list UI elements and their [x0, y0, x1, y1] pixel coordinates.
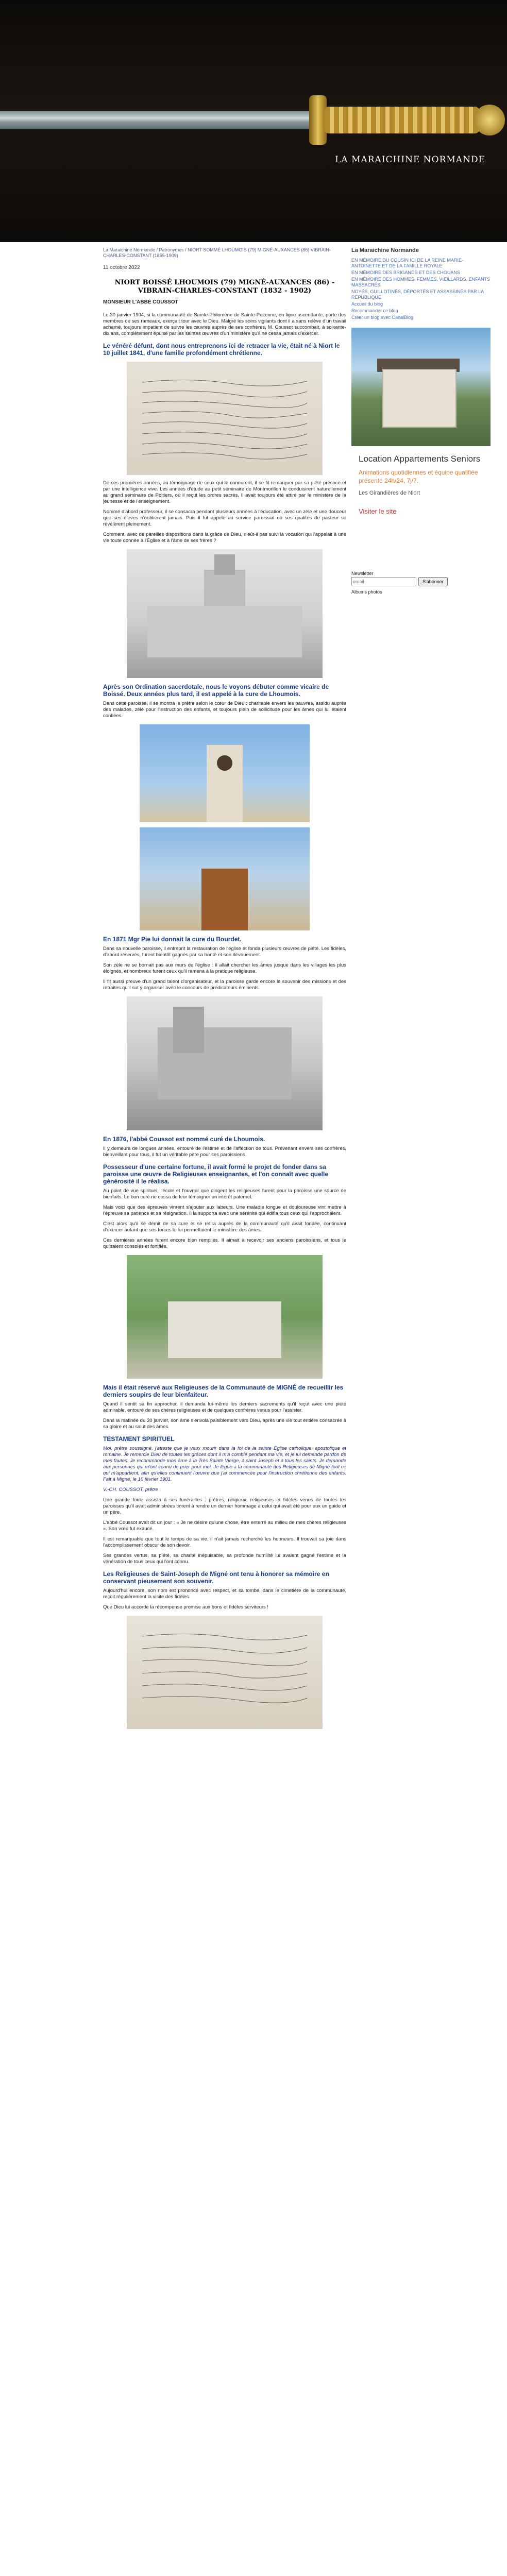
- paragraph: Ces dernières années furent encore bien remplies. Il aimait à recevoir ses anciens paroissiens, et tous le quittaient consolés et fortifiés.: [103, 1238, 346, 1249]
- newsletter-email-input[interactable]: [351, 577, 416, 586]
- testament-title: TESTAMENT SPIRITUEL: [103, 1435, 175, 1443]
- sidebar-heading: La Maraichine Normande: [351, 247, 419, 253]
- sword-illustration: [0, 95, 507, 142]
- ad-location: Les Girandières de Niort: [359, 490, 420, 496]
- sidebar-link[interactable]: EN MÉMOIRE DES HOMMES, FEMMES, VIEILLARDS, ENFANTS MASSACRÉS: [351, 277, 491, 287]
- paragraph: Ses grandes vertus, sa piété, sa charité inépuisable, sa profonde humilité lui avaient gagné l'estime et la vénération de tous ceux qui l'ont connu.: [103, 1553, 346, 1565]
- newsletter-label: Newsletter: [351, 571, 374, 576]
- sidebar: [351, 244, 491, 595]
- paragraph: L'abbé Coussot avait dit un jour : « Je ne désire qu'une chose, être enterré au milieu de mes chères religieuses ». Son vœu fut exaucé.: [103, 1520, 346, 1532]
- paragraph: Une grande foule assista à ses funérailles : prêtres, religieux, religieuses et fidèles venus de toutes les paroisses qu'il avait administrées tinrent à rendre un dernier hommage à celui qui avait été pour eux un guide et un père.: [103, 1497, 346, 1515]
- belltower-photo: [140, 724, 310, 822]
- sidebar-link[interactable]: Recommander ce blog: [351, 308, 398, 313]
- paragraph: C'est alors qu'il se démit de sa cure et se retira auprès de la communauté qu'il avait fondée, continuant d'exercer autant que ses forces le lui permettaient le ministère des âmes.: [103, 1221, 346, 1233]
- testament-text: Moi, prêtre soussigné, j'atteste que je veux mourir dans la foi de la sainte Église catholique, apostolique et romaine. Je remercie Dieu de toutes les grâces dont il m'a comblé pendant ma vie, et je lui demande pardon de mes fautes. Je recommande mon âme à la Très Sainte Vierge, à saint Joseph et à tous les saints. Je demande aux personnes qui m'ont connu de prier pour moi. Je lègue à la communauté des Religieuses de Migné tout ce qui m'appartient, afin qu'elles continuent l'œuvre que j'ai commencée pour l'instruction chrétienne des enfants. Fait à Migné, le 10 février 1901.: [103, 1446, 346, 1482]
- section-heading: Mais il était réservé aux Religieuses de la Communauté de MIGNÉ de recueillir les derniers soupirs de leur bienfaiteur.: [103, 1384, 344, 1398]
- section-heading: Le vénéré défunt, dont nous entreprenons ici de retracer la vie, était né à Niort le 10 juillet 1841, d'une famille profondément chrétienne.: [103, 342, 340, 357]
- paragraph: Il fit aussi preuve d'un grand talent d'organisateur, et la paroisse garde encore le souvenir des missions et des retraites qu'il sut y organiser avec le concours de prédicateurs éminents.: [103, 979, 346, 991]
- subscribe-button[interactable]: S'abonner: [418, 577, 448, 586]
- breadcrumb[interactable]: La Maraichine Normande / Patronymes / NIORT SOMMÉ LHOUMOIS (79) MIGNÉ-AUXANCES (86) VIBRAIN-CHARLES-CONSTANT (1855-1909): [103, 247, 331, 258]
- paragraph: Nommé d'abord professeur, il se consacra pendant plusieurs années à l'éducation, avec un zèle et une douceur que ses élèves n'oublièrent jamais. Puis il fut appelé au service paroissial où ses qualités de pasteur se révélèrent pleinement.: [103, 509, 346, 527]
- sidebar-link[interactable]: EN MÉMOIRE DES BRIGANDS ET DES CHOUANS: [351, 270, 460, 275]
- post-title: NIORT BOISSÉ LHOUMOIS (79) MIGNÉ-AUXANCES (86) - VIBRAIN-CHARLES-CONSTANT (1832 - 1902): [114, 279, 335, 295]
- sidebar-links: [351, 258, 491, 320]
- post-article: [103, 247, 346, 1734]
- section-heading: En 1876, l'abbé Coussot est nommé curé de Lhoumois.: [103, 1136, 265, 1143]
- sidebar-link[interactable]: NOYÉS, GUILLOTINÉS, DÉPORTÉS ET ASSASSINÉS PAR LA RÉPUBLIQUE: [351, 289, 484, 300]
- chapel-door-photo: [140, 827, 310, 930]
- paragraph: Quand il sentit sa fin approcher, il demanda lui-même les derniers sacrements qu'il reçut avec une piété admirable, entouré de ses chères religieuses et de quelques confrères venus pour l'assister.: [103, 1401, 346, 1413]
- paragraph: Son zèle ne se bornait pas aux murs de l'église : il allait chercher les âmes jusque dans les villages les plus éloignés, et nombreux furent ceux qu'il ramena à la pratique religieuse.: [103, 962, 346, 974]
- albums-label[interactable]: Albums photos: [351, 589, 382, 595]
- ad-text: Animations quotidiennes et équipe qualifiée présente 24h/24, 7j/7.: [359, 469, 478, 484]
- manuscript-image: [127, 362, 323, 475]
- section-heading: Possesseur d'une certaine fortune, il avait formé le projet de fonder dans sa paroisse une œuvre de Religieuses enseignantes, et l'on connaît avec quelle générosité il le réalisa.: [103, 1163, 328, 1185]
- newsletter: [351, 571, 491, 595]
- header-banner: [0, 0, 507, 242]
- blog-title[interactable]: LA MARAICHINE NORMANDE: [335, 155, 485, 165]
- paragraph: Il est remarquable que tout le temps de sa vie, il n'ait jamais recherché les honneurs. Il trouvait sa joie dans l'accomplissement obscur de son devoir.: [103, 1536, 346, 1548]
- ad-title[interactable]: Location Appartements Seniors: [359, 454, 481, 464]
- sidebar-link[interactable]: Créer un blog avec CanalBlog: [351, 315, 414, 320]
- testament-signature: V.-CH. COUSSOT, prêtre: [103, 1487, 158, 1493]
- paragraph: Au point de vue spirituel, l'école et l'ouvroir que dirigent les religieuses furent pour la paroisse une source de bienfaits. Le bon curé ne cessa de leur témoigner un intérêt paternel.: [103, 1188, 346, 1200]
- paragraph: Dans cette paroisse, il se montra le prêtre selon le cœur de Dieu : charitable envers les pauvres, assidu auprès des malades, zélé pour l'instruction des enfants, et toujours plein de sollicitude pour les âmes qui lui étaient confiées.: [103, 701, 346, 719]
- section-heading: En 1871 Mgr Pie lui donnait la cure du Bourdet.: [103, 936, 242, 943]
- paragraph: Le 30 janvier 1904, si la communauté de Sainte-Philomène de Sainte-Pezenne, en ligne ascendante, porte des membres de ses rameaux, exerçait tour avec le Dieu. Malgré les soins vigilants dont il a sans relève d'un travail acharné, toujours impatient de suivre les œuvres auprès de ses confrères, M. Coussot succombait, à soixante-dix ans, complètement épuisé par les saintes œuvres d'un ministère qu'il ne cessa jamais d'exercer.: [103, 312, 346, 336]
- paragraph: Il y demeura de longues années, entouré de l'estime et de l'affection de tous. Prévenant envers ses confrères, bienveillant pour tous, il fut un véritable père pour ses paroissiens.: [103, 1146, 346, 1158]
- church-photo: [127, 549, 323, 678]
- advertisement[interactable]: [351, 328, 491, 565]
- section-heading: Les Religieuses de Saint-Joseph de Migné ont tenu à honorer sa mémoire en conservant pieusement son souvenir.: [103, 1570, 329, 1585]
- village-church-photo: [127, 996, 323, 1130]
- ad-cta-link[interactable]: Visiter le site: [359, 507, 397, 515]
- paragraph: Que Dieu lui accorde la récompense promise aux bons et fidèles serviteurs !: [103, 1604, 269, 1610]
- sidebar-link[interactable]: EN MÉMOIRE DU COUSIN ICI DE LA REINE MARIE-ANTOINETTE ET DE LA FAMILLE ROYALE: [351, 258, 464, 268]
- sidebar-link[interactable]: Accueil du blog: [351, 301, 383, 307]
- paragraph: Comment, avec de pareilles dispositions dans la grâce de Dieu, n'eût-il pas suivi la vocation qui l'appelait à une vie toute donnée à l'Église et à l'âme de ses frères ?: [103, 532, 346, 544]
- paragraph: Aujourd'hui encore, son nom est prononcé avec respect, et sa tombe, dans le cimetière de la communauté, reçoit régulièrement la visite des fidèles.: [103, 1588, 346, 1600]
- paragraph: Mais voici que des épreuves vinrent s'ajouter aux labeurs. Une maladie longue et douloureuse vint mettre à l'épreuve sa patience et sa résignation. Il la supporta avec une sérénité qui édifia tous ceux qui l'approchaient.: [103, 1205, 346, 1216]
- manuscript-image-2: [127, 1616, 323, 1729]
- cemetery-photo: [127, 1255, 323, 1379]
- post-date: 11 octobre 2022: [103, 265, 140, 270]
- post-subtitle: MONSIEUR L'ABBÉ COUSSOT: [103, 299, 178, 305]
- ad-image: [351, 328, 491, 446]
- paragraph: De ces premières années, au témoignage de ceux qui le connurent, il se fit remarquer par sa piété précoce et par une intelligence vive. Les années d'étude au petit séminaire de Montmorillon le conduisirent naturellement au grand séminaire de Poitiers, où il reçut les ordres sacrés. Il avait toujours été attiré par le ministère de la jeunesse et de l'enseignement.: [103, 480, 346, 504]
- paragraph: Dans sa nouvelle paroisse, il entreprit la restauration de l'église et fonda plusieurs œuvres de piété. Les fidèles, d'abord réservés, furent bientôt gagnés par sa bonté et son dévouement.: [103, 946, 346, 958]
- paragraph: Dans la matinée du 30 janvier, son âme s'envola paisiblement vers Dieu, après une vie tout entière consacrée à sa gloire et au salut des âmes.: [103, 1418, 346, 1430]
- section-heading: Après son Ordination sacerdotale, nous le voyons débuter comme vicaire de Boissé. Deux années plus tard, il est appelé à la cure de Lhoumois.: [103, 683, 329, 698]
